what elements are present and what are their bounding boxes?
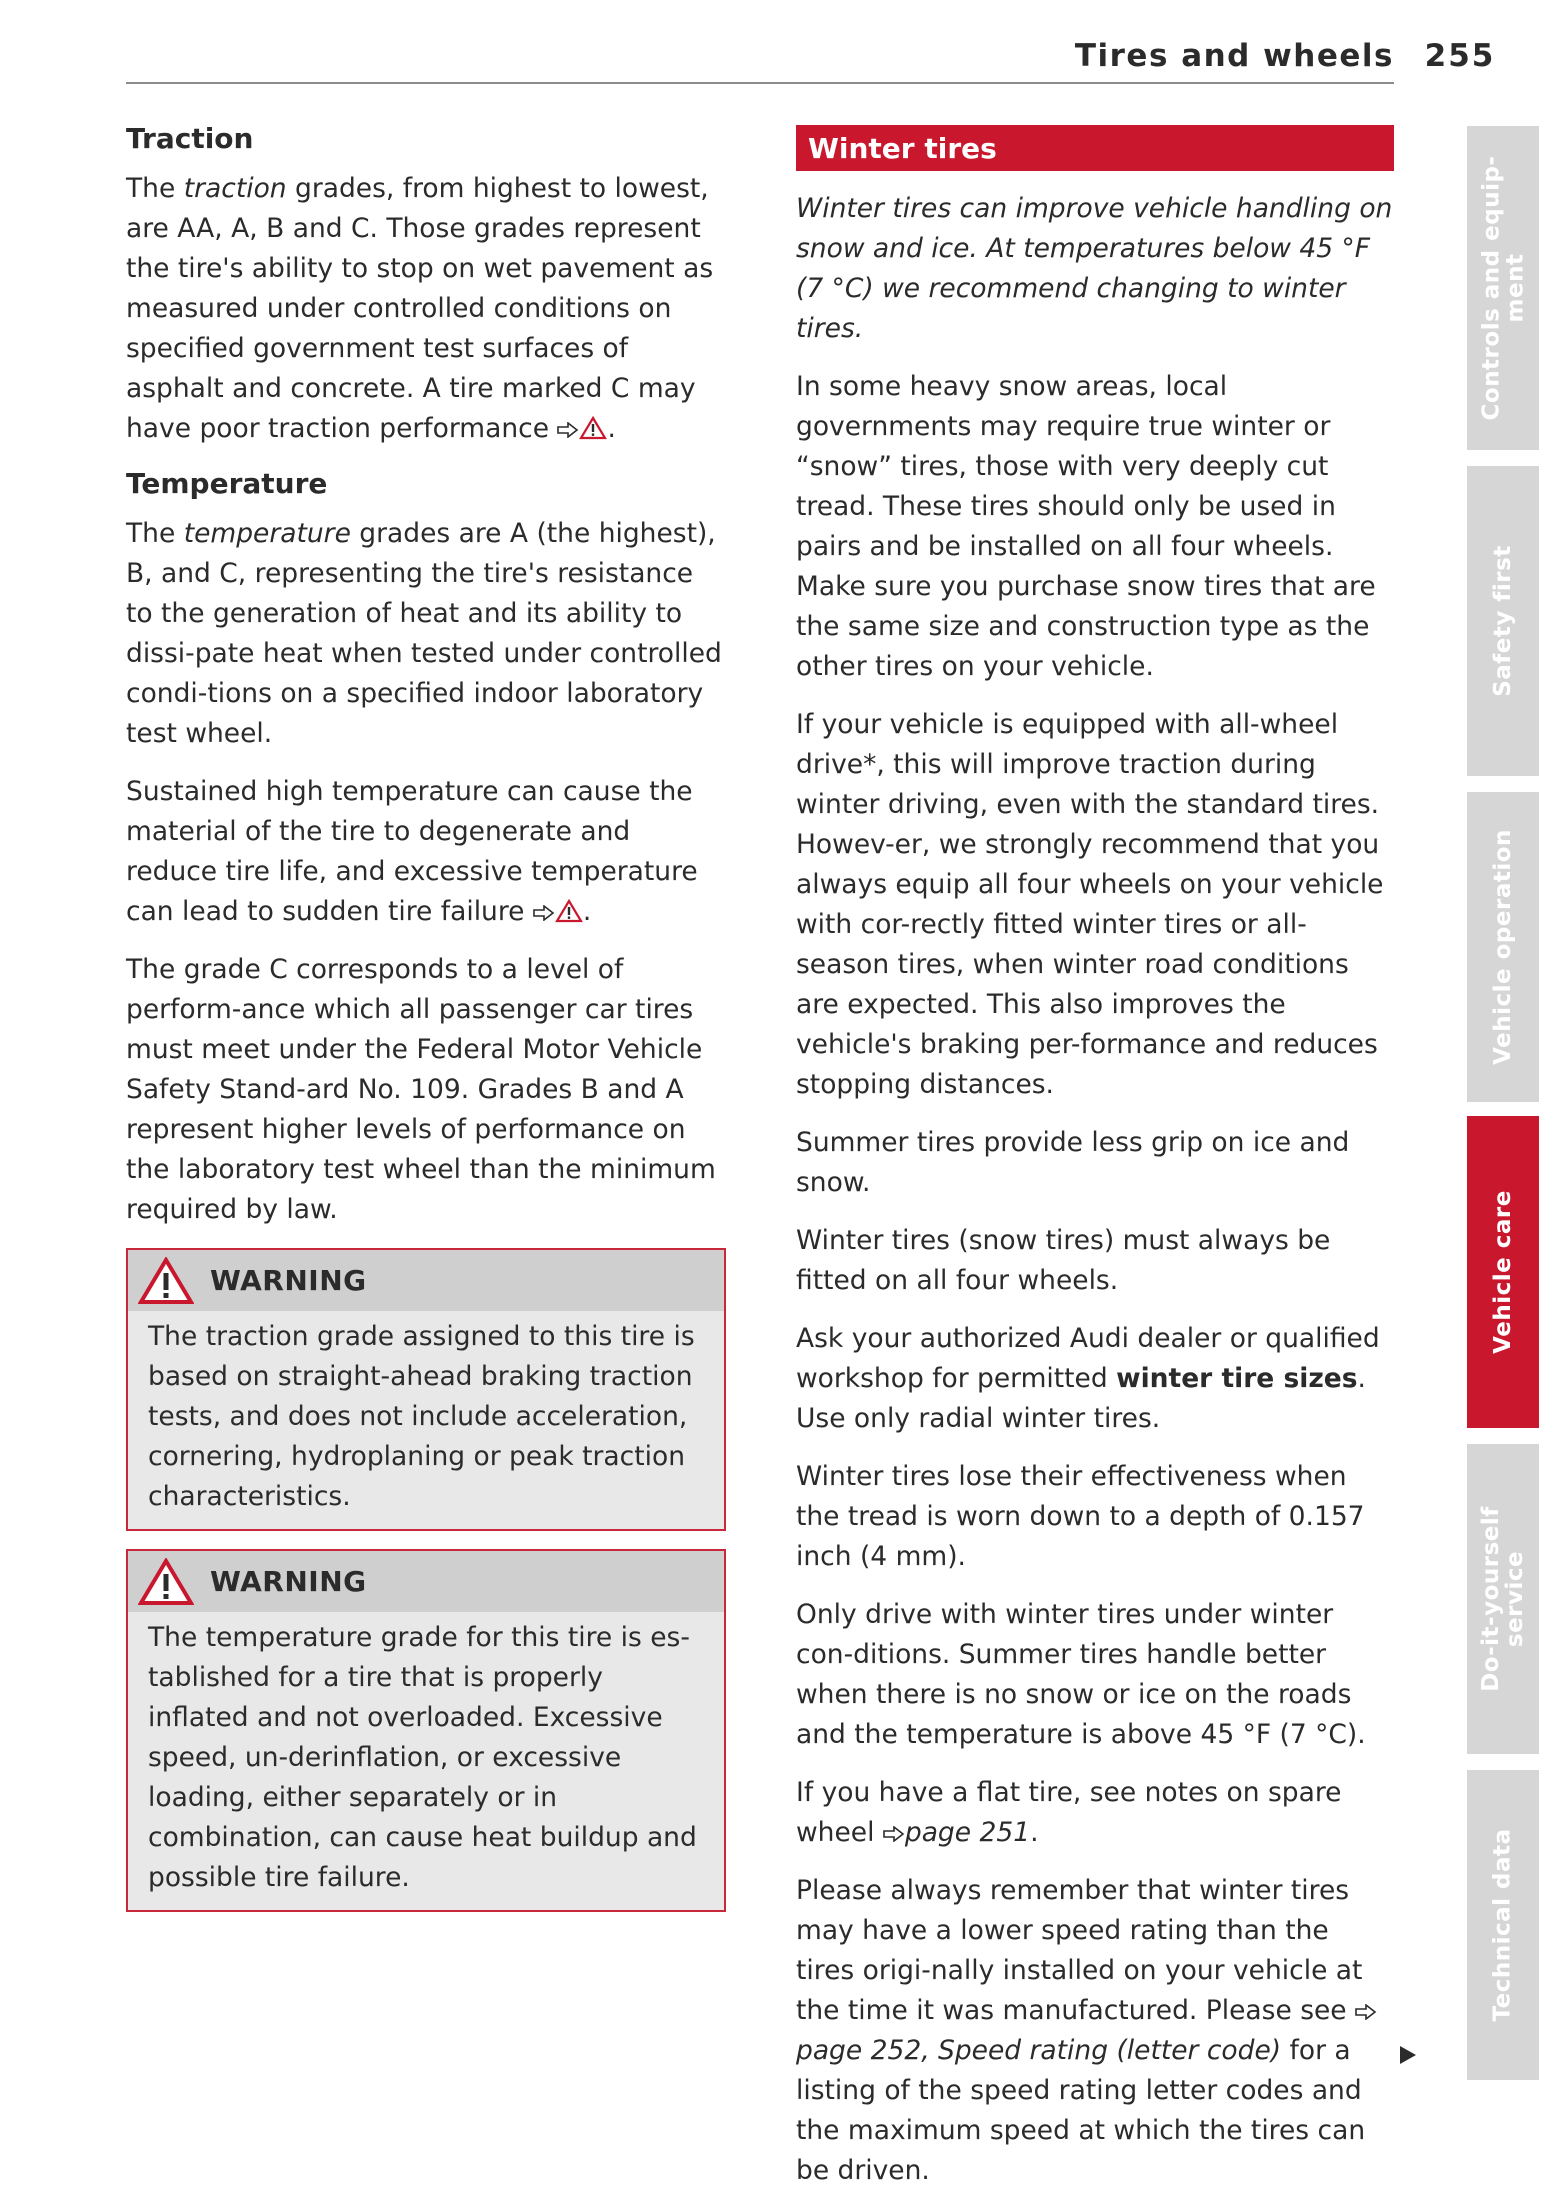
text-run: If you have a flat tire, see notes on spare wheel	[796, 1777, 1342, 1848]
winter-paragraph-9	[796, 1871, 1394, 2191]
winter-paragraph-3: Summer tires provide less grip on ice and snow.	[796, 1127, 1350, 1198]
tab-safety-first[interactable]	[1467, 466, 1539, 776]
left-column	[126, 122, 726, 1930]
warning-triangle-icon	[138, 1257, 194, 1305]
tab-label-line: ment	[1502, 253, 1529, 323]
text-run-bold: winter tire sizes	[1116, 1363, 1358, 1394]
winter-paragraph-6: Winter tires lose their effectiveness when the tread is worn down to a depth of 0.157 inch (4 mm).	[796, 1461, 1365, 1572]
traction-heading: Traction	[126, 122, 254, 155]
winter-paragraph-4: Winter tires (snow tires) must always be fitted on all four wheels.	[796, 1225, 1331, 1296]
reference-arrow-icon	[557, 422, 579, 438]
warning-triangle-icon	[579, 416, 607, 440]
winter-paragraph-8	[796, 1773, 1394, 1853]
text-run-italic: traction	[183, 173, 287, 204]
text-run: .	[582, 896, 592, 927]
header-rule	[126, 82, 1394, 84]
warning-text: The traction grade assigned to this tire is based on straight-ahead braking traction tests, and does not include acceleration, cornering, hydroplaning or peak traction characteristics.	[148, 1321, 695, 1512]
winter-tires-intro: Winter tires can improve vehicle handling on snow and ice. At temperatures below 45 °F (7 °C) we recommend changing to winter tires.	[796, 193, 1393, 344]
tab-label	[1491, 1828, 1515, 2021]
tab-technical-data[interactable]	[1467, 1770, 1539, 2080]
tab-label	[1491, 545, 1515, 697]
tab-vehicle-care[interactable]	[1467, 1116, 1539, 1428]
page-reference-link[interactable]: page 252, Speed rating (letter code)	[796, 2035, 1282, 2066]
text-run: grades, from highest to lowest, are AA, A, B and C. Those grades represent the tire's ability to stop on wet pavement as measured under controlled conditions on specified government test surfaces of asphalt and concrete. A tire marked C may have poor traction performance	[126, 173, 714, 444]
tab-controls-and-equipment[interactable]	[1467, 126, 1539, 450]
temperature-paragraph-2	[126, 772, 726, 932]
tab-vehicle-operation[interactable]	[1467, 792, 1539, 1102]
winter-paragraph-1: In some heavy snow areas, local governments may require true winter or “snow” tires, those with very deeply cut tread. These tires should only be used in pairs and be installed on all four wheels. Make sure you purchase snow tires that are the same size and construction type as the other tires on your vehicle.	[796, 371, 1376, 682]
text-run: grades are A (the highest), B, and C, representing the tire's resistance to the generation of heat and its ability to dissi-pate heat when tested under controlled condi-tions on a specified indoor laboratory test wheel.	[126, 518, 722, 749]
tab-label-line: Safety first	[1490, 545, 1517, 697]
right-column	[796, 125, 1394, 2209]
warning-box-temperature	[126, 1549, 726, 1912]
tab-label	[1491, 1190, 1515, 1354]
continue-arrow-icon	[1398, 2044, 1418, 2066]
tab-label	[1479, 1506, 1527, 1692]
tab-label-line: Technical data	[1490, 1828, 1517, 2022]
text-run: for a listing of the speed rating letter codes and the maximum speed at which the tires can be driven.	[796, 2035, 1366, 2186]
text-run: Ask your authorized Audi dealer or qualified workshop for permitted	[796, 1323, 1380, 1394]
reference-arrow-icon	[1355, 2004, 1377, 2020]
text-run: .	[1030, 1817, 1039, 1848]
tab-label	[1479, 156, 1527, 421]
tab-label-line: Vehicle operation	[1490, 829, 1516, 1065]
text-run: Please always remember that winter tires may have a lower speed rating than the tires origi-nally installed on your vehicle at the time it was manufactured. Please see	[796, 1875, 1363, 2026]
tab-label-line: service	[1502, 1550, 1528, 1648]
reference-arrow-icon	[883, 1826, 905, 1842]
traction-paragraph	[126, 169, 726, 449]
text-run: . Use only radial winter tires.	[796, 1363, 1366, 1434]
winter-tires-section-title: Winter tires	[796, 125, 1394, 171]
warning-box-header	[128, 1551, 724, 1612]
text-run: Sustained high temperature can cause the material of the tire to degenerate and reduce tire life, and excessive temperature can lead to sudden tire failure	[126, 776, 698, 927]
winter-paragraph-2: If your vehicle is equipped with all-wheel drive*, this will improve traction during winter driving, even with the standard tires. Howev-er, we strongly recommend that you always equip all four wheels on your vehicle with cor-rectly fitted winter tires or all-season tires, when winter road conditions are expected. This also improves the vehicle's braking per-formance and reduces stopping distances.	[796, 709, 1384, 1100]
warning-triangle-icon	[555, 899, 583, 923]
page-reference-link[interactable]: page 251	[904, 1817, 1031, 1848]
tab-label-line: Controls and equip-	[1478, 155, 1505, 421]
tab-label-line: Vehicle care	[1490, 1190, 1516, 1354]
text-run: The	[126, 518, 184, 549]
text-run: .	[607, 413, 616, 444]
warning-box-header	[128, 1250, 724, 1311]
winter-paragraph-7: Only drive with winter tires under winter con-ditions. Summer tires handle better when there is no snow or ice on the roads and the temperature is above 45 °F (7 °C).	[796, 1599, 1366, 1750]
winter-paragraph-5	[796, 1319, 1394, 1439]
temperature-paragraph-1	[126, 514, 726, 754]
warning-box-traction	[126, 1248, 726, 1531]
warning-label: WARNING	[210, 1565, 367, 1598]
tab-label-line: Do-it-yourself	[1478, 1506, 1504, 1692]
warning-triangle-icon	[138, 1558, 194, 1606]
tab-do-it-yourself-service[interactable]	[1467, 1444, 1539, 1754]
temperature-paragraph-3: The grade C corresponds to a level of perform-ance which all passenger car tires must meet under the Federal Motor Vehicle Safety Stand-ard No. 109. Grades B and A represent higher levels of performance on the laboratory test wheel than the minimum required by law.	[126, 954, 716, 1225]
text-run: The	[126, 173, 184, 204]
page-number: 255	[1424, 38, 1496, 74]
text-run-italic: temperature	[183, 518, 351, 549]
reference-arrow-icon	[533, 905, 555, 921]
warning-text: The temperature grade for this tire is es-tablished for a tire that is properly inflated and not overloaded. Excessive speed, un-derinflation, or excessive loading, either separately or in combination, can cause heat buildup and possible tire failure.	[148, 1622, 697, 1893]
running-header-title: Tires and wheels	[1074, 38, 1394, 74]
warning-label: WARNING	[210, 1264, 367, 1297]
tab-label	[1491, 829, 1515, 1065]
temperature-heading: Temperature	[126, 467, 328, 500]
